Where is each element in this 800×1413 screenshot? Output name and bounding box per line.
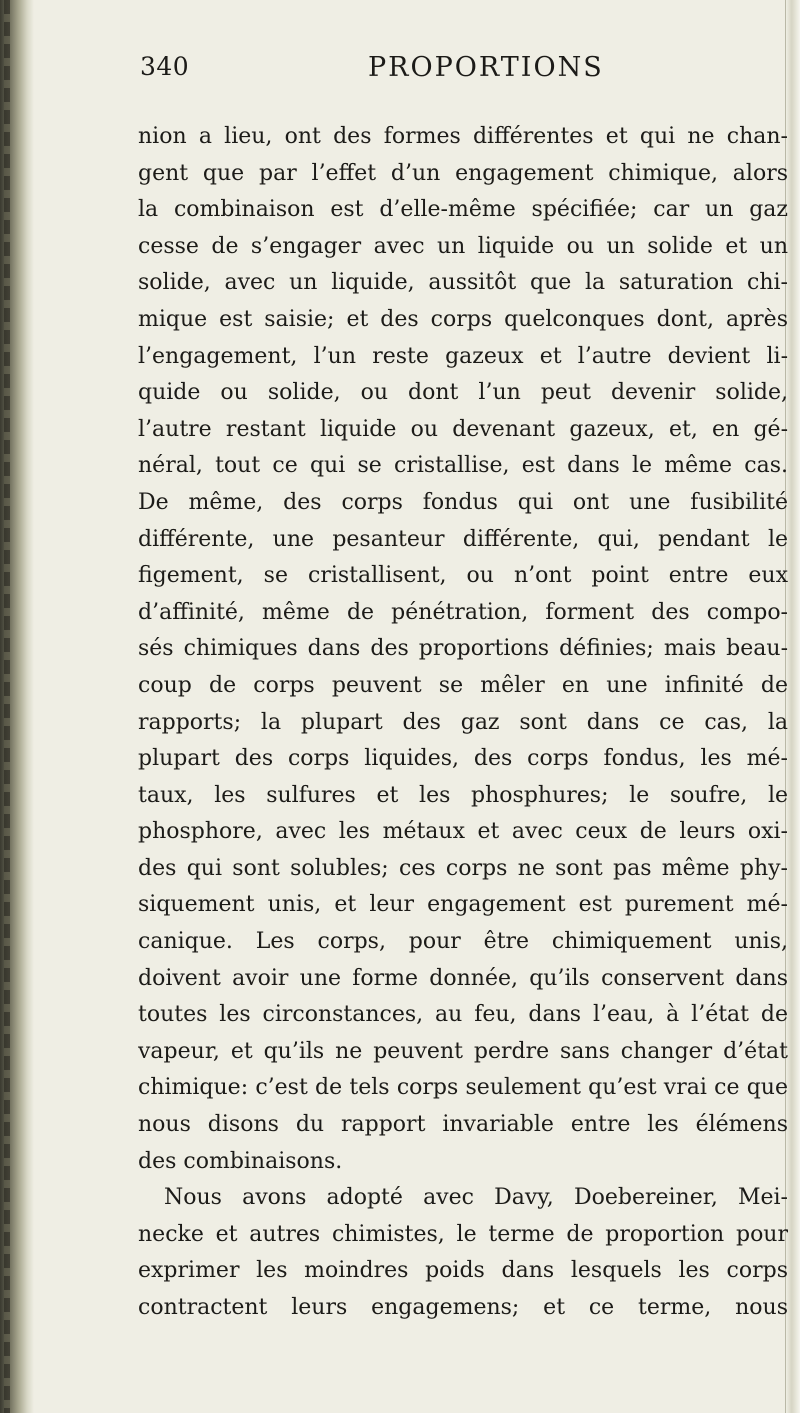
text-line: l’engagement, l’un reste gazeux et l’autre devient li-	[138, 343, 788, 369]
text-line: rapports; la plupart des gaz sont dans ce cas, la	[138, 709, 788, 735]
text-line: gent que par l’effet d’un engagement chimique, alors	[138, 160, 788, 186]
running-title: PROPORTIONS	[368, 52, 604, 83]
text-line: nous disons du rapport invariable entre les élémens	[138, 1112, 788, 1138]
text-line: contractent leurs engagemens; et ce terme, nous	[138, 1295, 788, 1320]
body-text	[138, 119, 788, 1327]
text-line: phosphore, avec les métaux et avec ceux de leurs oxi-	[138, 819, 788, 845]
text-line: l’autre restant liquide ou devenant gazeux, et, en gé-	[138, 416, 788, 442]
text-line: De même, des corps fondus qui ont une fusibilité	[138, 489, 788, 515]
page-number: 340	[140, 52, 190, 81]
text-line: d’affinité, même de pénétration, forment des compo-	[138, 599, 788, 625]
text-line: quide ou solide, ou dont l’un peut devenir solide,	[138, 380, 788, 406]
text-line: coup de corps peuvent se mêler en une infinité de	[138, 672, 788, 698]
text-line: vapeur, et qu’ils ne peuvent perdre sans changer d’état	[138, 1038, 788, 1064]
text-line: des combinaisons.	[138, 1148, 343, 1174]
text-line: néral, tout ce qui se cristallise, est dans le même cas.	[138, 453, 788, 479]
text-line: solide, avec un liquide, aussitôt que la saturation chi-	[138, 270, 788, 296]
text-line: Nous avons adopté avec Davy, Doebereiner, Mei-	[164, 1185, 788, 1211]
text-line: chimique: c’est de tels corps seulement qu’est vrai ce que	[138, 1075, 788, 1101]
text-line: siquement unis, et leur engagement est purement mé-	[138, 892, 788, 918]
text-line: toutes les circonstances, au feu, dans l’eau, à l’état de	[138, 1002, 788, 1028]
text-line: figement, se cristallisent, ou n’ont point entre eux	[138, 563, 788, 589]
text-line: exprimer les moindres poids dans lesquels les corps	[138, 1258, 788, 1284]
text-line: des qui sont solubles; ces corps ne sont pas même phy-	[138, 855, 788, 881]
text-line: sés chimiques dans des proportions définies; mais beau-	[138, 636, 788, 662]
text-line: cesse de s’engager avec un liquide ou un solide et un	[138, 233, 788, 259]
text-line: doivent avoir une forme donnée, qu’ils conservent dans	[138, 965, 788, 991]
text-line: taux, les sulfures et les phosphures; le soufre, le	[138, 782, 788, 808]
text-line: mique est saisie; et des corps quelconques dont, après	[138, 306, 788, 332]
text-line: différente, une pesanteur différente, qui, pendant le	[138, 526, 788, 552]
text-line: plupart des corps liquides, des corps fondus, les mé-	[138, 746, 788, 772]
text-line: canique. Les corps, pour être chimiquement unis,	[138, 929, 788, 955]
text-line: la combinaison est d’elle-même spécifiée; car un gaz	[138, 197, 788, 223]
page-header	[140, 52, 740, 102]
text-line: necke et autres chimistes, le terme de proportion pour	[138, 1221, 788, 1247]
book-binding-edge	[0, 0, 34, 1413]
text-line: nion a lieu, ont des formes différentes et qui ne chan-	[138, 124, 788, 149]
